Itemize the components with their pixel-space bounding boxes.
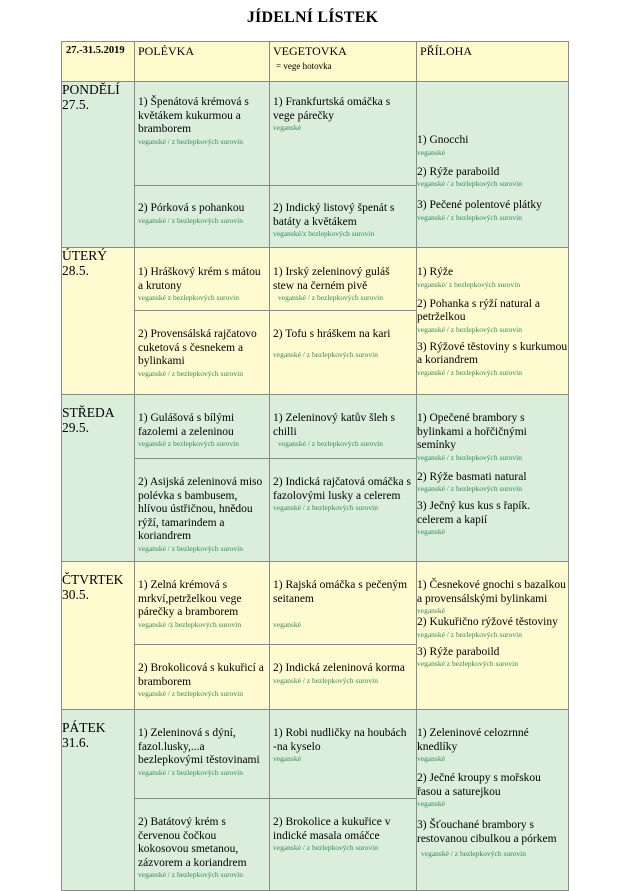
- soup-name: 1) Špenátová krémová s květákem kukurmou a bramborem: [138, 96, 249, 135]
- main-name: 2) Tofu s hráškem na kari: [273, 328, 391, 340]
- diet-note: veganské/z bezlepkových surovin: [273, 229, 375, 238]
- day-date: 28.5.: [62, 263, 89, 278]
- main-cell: [270, 710, 417, 799]
- side-name: 1) Zeleninové celozrnné knedlíky: [417, 727, 529, 753]
- side-name: 1) Opečené brambory s bylinkami a hořčičnými semínky: [417, 412, 527, 451]
- main-cell: [270, 82, 417, 186]
- diet-note: veganské / z bezlepkových surovin: [138, 368, 243, 378]
- diet-note: veganské / z bezlepkových surovin: [278, 439, 383, 448]
- soup-name: 1) Hráškový krém s mátou a krutony: [138, 266, 261, 292]
- date-range: 27.-31.5.2019: [62, 42, 135, 82]
- diet-note: veganské / z bezlepkových surovin: [417, 484, 522, 493]
- main-name: 1) Rajská omáčka s pečeným seitanem: [273, 579, 408, 605]
- day-cell: [62, 82, 135, 248]
- diet-note: veganské / z bezlepkových surovin: [138, 767, 243, 777]
- side-name: 2) Pohanka s rýží natural a petrželkou: [417, 297, 540, 323]
- day-cell: [62, 395, 135, 562]
- day-row-1a: [62, 82, 569, 186]
- diet-note: veganské / z bezlepkových surovin: [417, 452, 522, 462]
- day-cell: [62, 248, 135, 395]
- soup-name: 1) Gulášová s bílými fazolemi a zeleninou: [138, 412, 235, 438]
- header-main-sub: = vege hotovka: [276, 61, 332, 71]
- side-name: 3) Rýže paraboild: [417, 645, 500, 658]
- side-cell: [417, 710, 569, 891]
- soup-cell: [135, 186, 270, 248]
- diet-note: veganské: [417, 527, 445, 536]
- side-name: 1) Česnekové gnochi s bazalkou a provensálskými bylinkami: [417, 579, 566, 605]
- diet-note: veganské / z bezlepkových surovin: [417, 324, 522, 334]
- soup-cell: [135, 799, 270, 891]
- diet-note: veganské: [417, 606, 445, 615]
- header-main-label: VEGETOVKA: [273, 44, 347, 58]
- side-cell: [417, 82, 569, 248]
- day-date: 27.5.: [62, 97, 89, 112]
- side-cell: [417, 248, 569, 395]
- day-cell: [62, 562, 135, 710]
- main-name: 1) Zeleninový katův šleh s chilli: [273, 412, 396, 438]
- side-name: 3) Ječný kus kus s řapík. celerem a kapií: [417, 500, 531, 526]
- main-cell: [270, 186, 417, 248]
- main-cell: [270, 562, 417, 645]
- soup-cell: [135, 645, 270, 710]
- main-name: 1) Irský zeleninový guláš stew na černém pivě: [273, 266, 390, 292]
- soup-cell: [135, 562, 270, 645]
- side-name: 3) Šťouchané brambory s restovanou cibulkou a pórkem: [417, 819, 557, 845]
- day-row-4a: [62, 562, 569, 645]
- diet-note: veganské / z bezlepkových surovin: [278, 293, 383, 302]
- day-date: 31.6.: [62, 735, 89, 750]
- diet-note: veganské / z bezlepkových surovin: [138, 870, 243, 880]
- diet-note: veganské /z bezlepkových surovin: [138, 619, 242, 629]
- diet-note: veganské: [273, 620, 301, 629]
- soup-name: 1) Zeleninová s dýní, fazol.lusky,...a bezlepkovými těstovinami: [138, 727, 260, 766]
- day-date: 30.5.: [62, 587, 89, 602]
- diet-note: veganské: [273, 123, 301, 132]
- soup-cell: [135, 82, 270, 186]
- diet-note: veganské / z bezlepkových surovin: [273, 503, 378, 512]
- main-cell: [270, 645, 417, 710]
- side-cell: [417, 395, 569, 562]
- day-date: 29.5.: [62, 420, 89, 435]
- main-name: 2) Indická zeleninová korma: [273, 662, 405, 674]
- day-name: PONDĚLÍ: [62, 82, 120, 97]
- page-title: JÍDELNÍ LÍSTEK: [246, 9, 379, 26]
- soup-name: 1) Zelná krémová s mrkví,petrželkou vege párečky a bramborem: [138, 579, 242, 618]
- side-name: 1) Rýže: [417, 266, 454, 278]
- header-row: [62, 42, 569, 82]
- side-name: 1) Gnocchi: [417, 134, 469, 146]
- main-cell: [270, 311, 417, 395]
- main-name: 2) Brokolice a kukuřice v indické masala omáčce: [273, 816, 391, 842]
- side-name: 3) Pečené polentové plátky: [417, 199, 542, 211]
- main-name: 2) Indická rajčatová omáčka s fazolovými lusky a celerem: [273, 476, 411, 502]
- diet-note: veganské / z bezlepkových surovin: [138, 215, 243, 225]
- day-row-2a: [62, 248, 569, 311]
- main-cell: [270, 459, 417, 562]
- main-name: 1) Robi nudličky na houbách -na kyselo: [273, 727, 407, 753]
- main-cell: [270, 395, 417, 459]
- main-name: 1) Frankfurtská omáčka s vege párečky: [273, 96, 391, 122]
- day-name: STŘEDA: [62, 405, 115, 420]
- soup-name: 2) Batátový krém s červenou čočkou kokosovou smetanou, zázvorem a koriandrem: [138, 816, 247, 869]
- side-name: 2) Ječné kroupy s mořskou řasou a saturejkou: [417, 772, 541, 798]
- diet-note: veganské / z bezlepkových surovin: [421, 849, 526, 858]
- soup-name: 2) Asijská zeleninová miso polévka s bambusem, hlívou ústřičnou, hnědou rýží, tamarindem a koriandrem: [138, 476, 263, 542]
- soup-cell: [135, 395, 270, 459]
- main-cell: [270, 248, 417, 311]
- header-main: [270, 42, 417, 82]
- diet-note: veganské / z bezlepkových surovin: [138, 689, 243, 698]
- menu-table: [61, 41, 569, 891]
- day-cell: [62, 710, 135, 891]
- day-name: ČTVRTEK: [62, 572, 124, 587]
- diet-note: veganské / z bezlepkových surovin: [273, 843, 378, 853]
- header-side: PŘÍLOHA: [417, 42, 569, 82]
- diet-note: veganské z bezlepkových surovin: [417, 659, 519, 668]
- day-row-5a: [62, 710, 569, 799]
- diet-note: veganské: [273, 754, 301, 763]
- diet-note: veganské: [417, 147, 445, 157]
- soup-name: 2) Brokolicová s kukuřicí a bramborem: [138, 662, 264, 688]
- soup-cell: [135, 311, 270, 395]
- diet-note: veganské / z bezlepkových surovin: [417, 629, 522, 639]
- diet-note: veganské / z bezlepkových surovin: [417, 179, 522, 188]
- diet-note: veganské: [417, 799, 445, 808]
- diet-note: veganské z bezlepkových surovin: [138, 293, 240, 302]
- diet-note: veganské / z bezlepkových surovin: [273, 675, 378, 685]
- diet-note: veganské / z bezlepkových surovin: [273, 349, 378, 359]
- side-name: 2) Kukuřično rýžové těstoviny: [417, 616, 558, 628]
- main-cell: [270, 799, 417, 891]
- soup-name: 2) Provensálská rajčatovo cuketová s česnekem a bylinkami: [138, 328, 257, 367]
- day-name: PÁTEK: [62, 720, 106, 735]
- diet-note: veganské / z bezlepkových surovin: [417, 212, 522, 222]
- diet-note: veganské / z bezlepkových surovin: [417, 367, 522, 377]
- soup-cell: [135, 710, 270, 799]
- side-name: 3) Rýžové těstoviny s kurkumou a koriandrem: [417, 340, 568, 366]
- diet-note: veganské z bezlepkových surovin: [138, 439, 240, 448]
- side-name: 2) Rýže basmati natural: [417, 470, 527, 483]
- main-name: 2) Indický listový špenát s batáty a květákem: [273, 202, 395, 228]
- header-soup: POLÉVKA: [135, 42, 270, 82]
- day-row-3a: [62, 395, 569, 459]
- side-cell: [417, 562, 569, 710]
- soup-cell: [135, 248, 270, 311]
- side-name: 2) Rýže paraboild: [417, 165, 500, 178]
- diet-note: veganské: [417, 754, 445, 763]
- diet-note: veganské / z bezlepkových surovin: [138, 543, 243, 553]
- diet-note: veganské/ z bezlepkových surovin: [417, 279, 521, 289]
- day-name: ÚTERÝ: [62, 248, 107, 263]
- soup-name: 2) Pórková s pohankou: [138, 202, 245, 214]
- soup-cell: [135, 459, 270, 562]
- diet-note: veganské / z bezlepkových surovin: [138, 136, 243, 146]
